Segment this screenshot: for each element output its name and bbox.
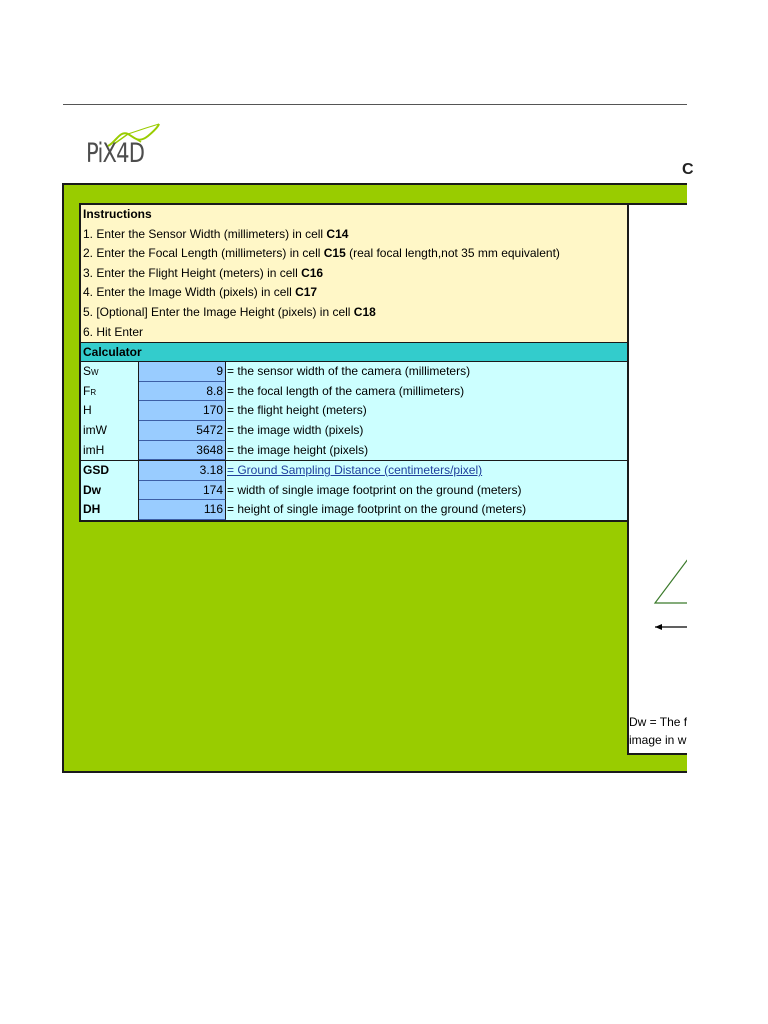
diagram-panel bbox=[627, 203, 687, 755]
dh-output-value: 116 bbox=[139, 500, 226, 520]
image-width-input[interactable]: 5472 bbox=[139, 421, 226, 441]
instruction-step: 3. Enter the Flight Height (meters) in cell C16 bbox=[83, 265, 324, 280]
input-label: imW bbox=[81, 421, 139, 441]
instruction-step: 5. [Optional] Enter the Image Height (pixels) in cell C18 bbox=[83, 304, 376, 319]
input-description: = the focal length of the camera (millimeters) bbox=[227, 383, 465, 398]
side-note bbox=[629, 713, 687, 749]
input-row-image-width bbox=[81, 421, 627, 441]
calculator-inputs bbox=[81, 362, 627, 460]
input-row-focal-length bbox=[81, 382, 627, 402]
footprint-diagram-icon bbox=[651, 555, 687, 645]
input-label: SW bbox=[81, 362, 139, 382]
top-rule bbox=[63, 104, 687, 105]
focal-length-input[interactable]: 8.8 bbox=[139, 382, 226, 402]
gsd-output-value: 3.18 bbox=[139, 461, 226, 481]
gsd-calculator-table bbox=[79, 203, 629, 522]
flight-height-input[interactable]: 170 bbox=[139, 401, 226, 421]
input-row-flight-height bbox=[81, 401, 627, 421]
input-description: = the image height (pixels) bbox=[227, 442, 369, 457]
input-label: H bbox=[81, 401, 139, 421]
logo-text: PiX4D bbox=[86, 138, 145, 169]
input-row-image-height bbox=[81, 441, 627, 461]
output-row-dh bbox=[81, 500, 627, 520]
gsd-definition-link[interactable]: = Ground Sampling Distance (centimeters/pixel) bbox=[227, 463, 483, 478]
side-note-line-1: Dw = The f bbox=[629, 715, 687, 729]
image-height-input[interactable]: 3648 bbox=[139, 441, 226, 461]
output-row-gsd bbox=[81, 461, 627, 481]
calculator-outputs bbox=[81, 460, 627, 520]
side-note-line-2: image in w bbox=[629, 733, 687, 747]
input-label: FR bbox=[81, 382, 139, 402]
input-row-sensor-width bbox=[81, 362, 627, 382]
output-row-dw bbox=[81, 481, 627, 501]
instructions-section bbox=[81, 205, 627, 342]
input-description: = the flight height (meters) bbox=[227, 403, 367, 418]
input-label: imH bbox=[81, 441, 139, 461]
output-label: DH bbox=[81, 500, 139, 520]
input-description: = the image width (pixels) bbox=[227, 422, 364, 437]
calculator-title: Calculator bbox=[81, 342, 627, 362]
instruction-step: 6. Hit Enter bbox=[83, 324, 144, 339]
page-title-partial: C bbox=[682, 161, 694, 178]
pix4d-logo bbox=[86, 122, 166, 178]
output-label: GSD bbox=[81, 461, 139, 481]
sensor-width-input[interactable]: 9 bbox=[139, 362, 226, 382]
instructions-title: Instructions bbox=[83, 207, 152, 221]
dw-output-value: 174 bbox=[139, 481, 226, 501]
output-description: = width of single image footprint on the ground (meters) bbox=[227, 482, 522, 497]
output-description: = height of single image footprint on the ground (meters) bbox=[227, 502, 527, 517]
instruction-step: 1. Enter the Sensor Width (millimeters) in cell C14 bbox=[83, 226, 349, 241]
instruction-step: 2. Enter the Focal Length (millimeters) in cell C15 (real focal length,not 35 mm equivalent) bbox=[83, 246, 560, 261]
instruction-step: 4. Enter the Image Width (pixels) in cell C17 bbox=[83, 285, 318, 300]
input-description: = the sensor width of the camera (millimeters) bbox=[227, 364, 471, 379]
output-label: Dw bbox=[81, 481, 139, 501]
